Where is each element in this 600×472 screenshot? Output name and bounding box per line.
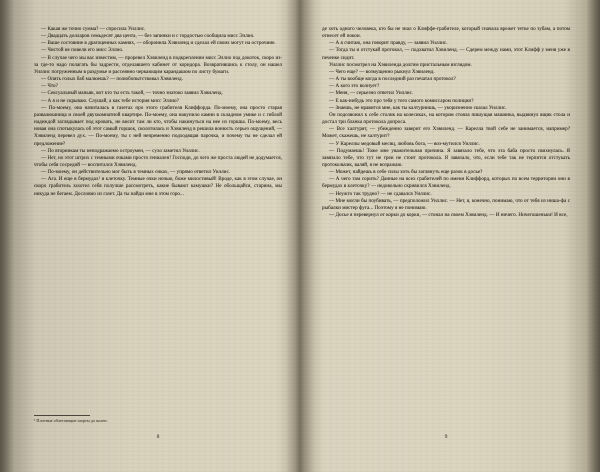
paragraph: — Двадцать долларов семьдесят два цента, — без запинки и с гордостью сообщила мисс Эллио. [41, 33, 255, 40]
left-page-column [34, 26, 282, 450]
paragraph: — А я и не скрываю. Слушай, а как тебе история мисс Эллио? [41, 97, 179, 104]
right-page-text [322, 26, 570, 219]
paragraph: де хоть одного человека, кто бы не знал о Клиффе-грабителе, который сначала врежет тетке по зубам, а потом отнесет ей покои. [322, 26, 570, 40]
left-page-text [34, 26, 282, 198]
paragraph: — А чего там сорить? Данные на всех грабителей по имени Клиффорд, которых по всем территории они в бермудах в клеточку? — недовольно скривился Хэвиленд. [322, 176, 570, 190]
page-number-left: 8 [156, 434, 160, 440]
paragraph: Уиллис посмотрел на Хэвиленда долгим пристальным взглядом. [329, 61, 472, 68]
paragraph: — Ага. И еще в бермудах¹ в клеточку. Темные очки ночью, боже милостивый! Вроде, как в этом случае, он скоро грабитель захотел себя получше рассмотреть, какие бывают камушки? Не обольщайся, старина, мы никуда не бегаем. Дословно из газет. Да ты найди мне в этом горо... [34, 176, 282, 197]
paragraph: — Что? [41, 83, 58, 90]
paragraph: — А кого это волнует? [329, 83, 380, 90]
paragraph: — У Кареллы медовый месяц, любовь бога, — воз-мутился Уиллис. [329, 140, 480, 147]
paragraph: — Может, найдешь в себе силы хоть бы заглянуть еще разок в досье? [329, 169, 483, 176]
footnote [34, 415, 282, 425]
paragraph: — По-моему, он действительно мог быть в темных очках, — упрямо ответил Уиллис. [41, 169, 231, 176]
paragraph: — Сексуальный маньяк, вот кто ты есть такой, — точно знатоко заявил Хэвиленд. [41, 90, 223, 97]
paragraph: — Е как-нибудь это про тебя у того самого комиссаром полиции? [329, 97, 474, 104]
paragraph: — Какая же точно сумма? — спросила Уиллис. [41, 26, 146, 32]
paragraph: — Чистой не повели его мисс Эллио. [41, 47, 124, 54]
paragraph: — Опять голых баб малюешь? — полюбопытствовал Хэвиленд. [41, 76, 183, 83]
footnote-rule [34, 415, 90, 416]
paragraph: — Ваше состояние в драгоценных камнях, — оборонила Хэвиленд и сделал ей своих могут на острочине. [41, 40, 276, 47]
paragraph: — Тогда ты и отстукай протокол, — подхватил Хэвиленд. — Сдерем между нами, этот Клифф у меня уже в печенке сидит. [322, 47, 570, 61]
paragraph: — Досье я перевернул от корки до корки, — стонал на своем Хэвиленд. — И ничего. Ничегошеньки! И все, [329, 212, 568, 219]
paragraph: — Неужто так трудно? — не сдавался Уиллис. [329, 190, 432, 197]
paragraph: — Все халтурят, — убежденно заверит его Хэвиленд. — Карелла твой себе не занимается, например? Может, скажешь, не халтурит? [322, 126, 570, 140]
paragraph: — По-моему, она начиталась в газетах про этого грабителя Клиффорда. По-моему, она просто старая развалюшница и своей двухкомнатной квартире. По-моему, она накупило камни в складном умике и с гиблой надеждой заглядывает под кровать, не висит там ли кто, чтобы накинуться на нее из горшка. По-моему, весь новая она спотыкулась об этот самый горшок, сколотилась и Хэвиленд в решила вонюсть серьез ощущений, — Хэвиленд перевел дух. — По-моему, ты с ней непременно подходящая парочка, и почему ты не сделал ей предложение? [34, 104, 282, 147]
paragraph: — Меня, — серьезно ответил Уиллис. [329, 90, 414, 97]
paragraph: — В случае чего мы вас известим, — проревел Хэвиленд в подкреплении мисс Эллио под докоток, скоро из-за где-то надо полагать бы задрести, отделавшего кабинет от коридора. Возвратившись к столу, он нашел Уиллис погруженным в раздумье и рассеянно черкающим карандашом по листу бумаги. [34, 54, 282, 75]
paragraph: — Знаешь, не нравится мне, как ты калтурнишь, — укоризненно сказал Уиллис. [329, 104, 507, 111]
right-page-column [322, 26, 570, 450]
page-number-right: 9 [444, 434, 448, 440]
paragraph: — По вторникам ты неподражаемо остроумен, — сухо заметил Уиллис. [41, 147, 200, 154]
right-page [300, 0, 600, 472]
paragraph: — Чего еще? — возмущенно рыкнул Хэвиленд. [329, 68, 435, 75]
paragraph: — Подумаешь! Тоже мне уважительная причина. Я завязало тебе, что эта баба просто свихнулась. Я завязало тебе, что тут не греи не стоит протокола. Я завязало, что, если тебе так не терпится отстукать протокольчик, валяй, я не возражаю. [322, 147, 570, 168]
paragraph: — А ты вообще когда в последний раз печатал протокол? [329, 76, 456, 83]
paragraph: — Нет, но этот штрих с темными очками просто гениален! Господи, до чего же проста людей не додумается, чтобы себя сосредий — воспитался Хэвиленд. [34, 154, 282, 168]
paragraph: — А я считаю, она говорит правду, — заявил Уиллис. [329, 40, 448, 47]
paragraph: Он подозвонил к себе столик на колесиках, на котором стояла пишущая машинка, выдвинул ящик стола и достал три бланка протокола допроса. [322, 111, 570, 126]
paragraph: — Мне могли бы поубивать, — предположил Уиллис. — Нет, я, конечно, понимаю, что от тебя из ниша-фа с рыбалки мистер фуга... Поэтому я не понимаю. [322, 197, 570, 211]
footnote-text: ¹ Плотные облегающие шорты до колен. [34, 418, 108, 423]
